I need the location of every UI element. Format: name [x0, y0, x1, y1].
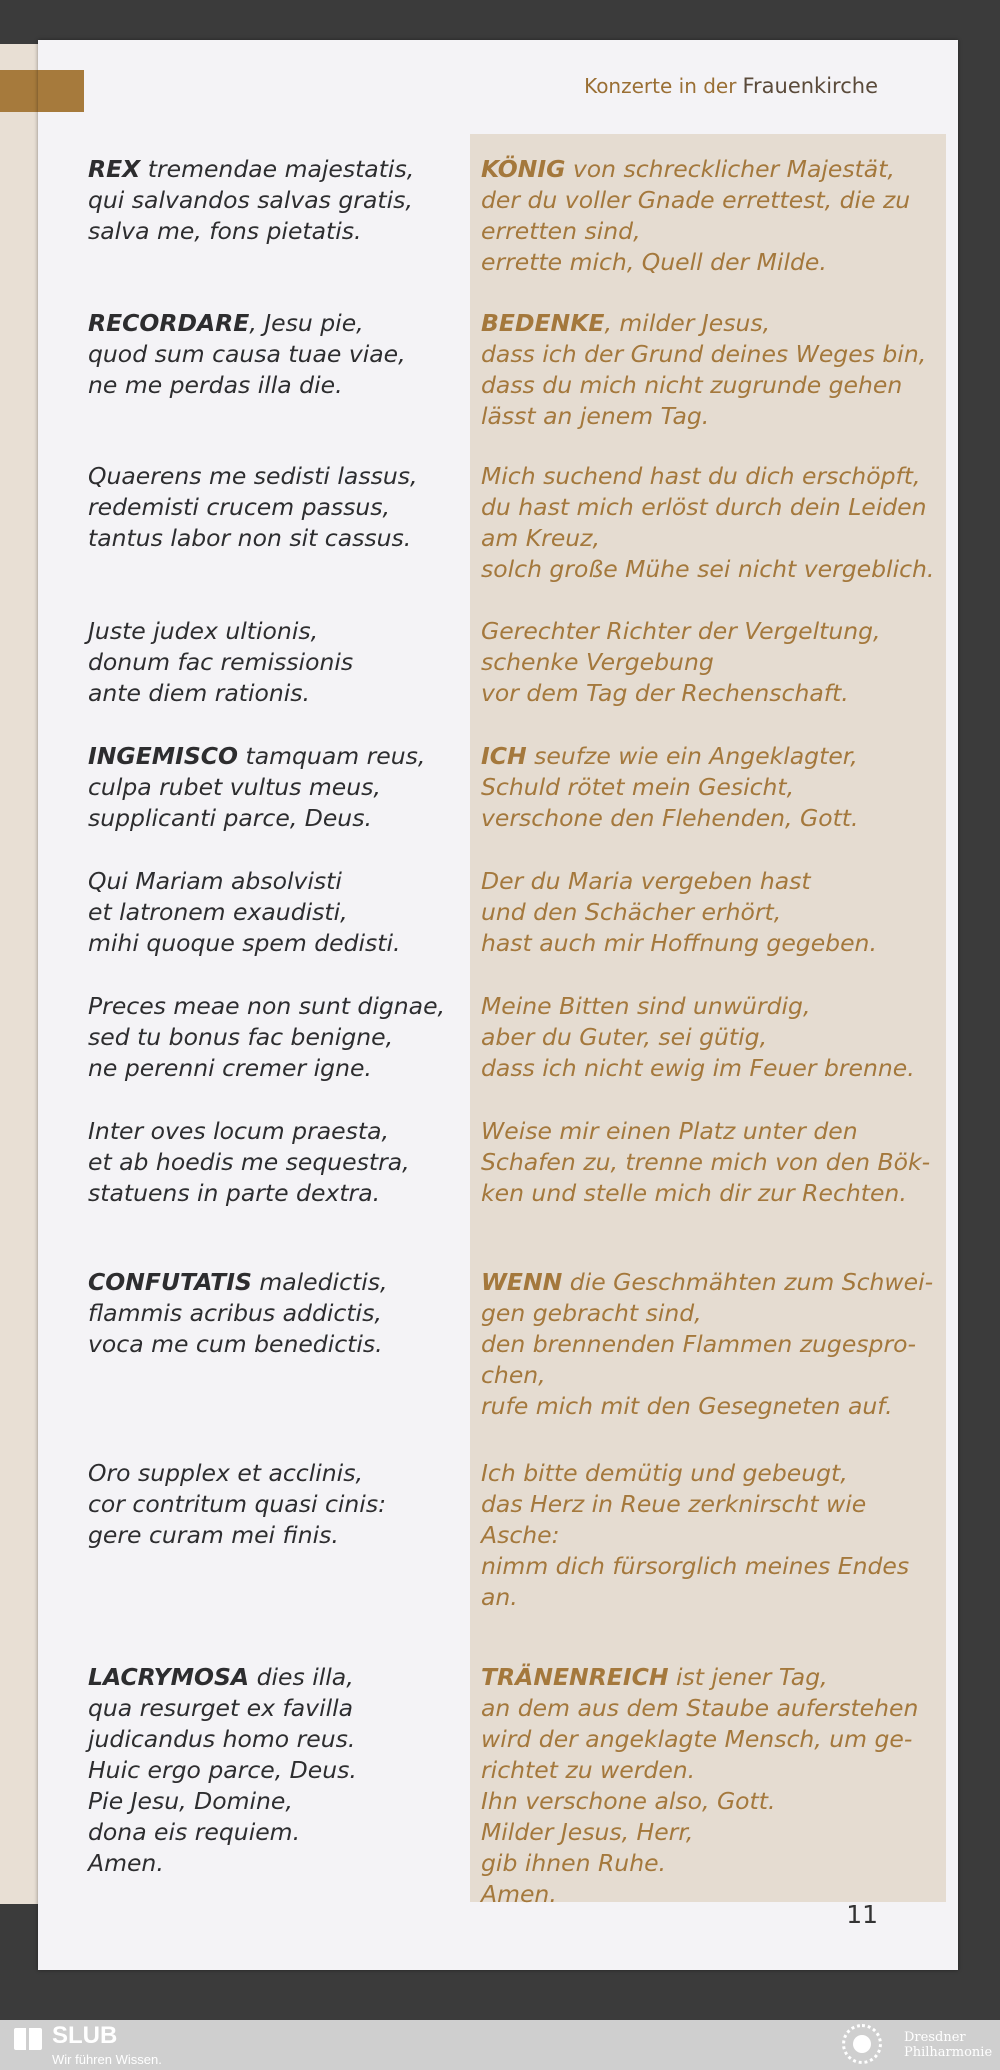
- verse-line: cor contritum quasi cinis:: [88, 1490, 386, 1518]
- verse-line: [481, 461, 943, 492]
- verse-line: [481, 1267, 943, 1298]
- german-stanza: [481, 154, 943, 278]
- verse-text: maledictis,: [251, 1268, 388, 1296]
- german-stanza: [481, 308, 943, 432]
- german-stanza: [481, 616, 943, 709]
- verse-line: [88, 1458, 458, 1489]
- verse-line: sed tu bonus fac benigne,: [88, 1023, 394, 1051]
- verse-line: schenke Vergebung: [481, 648, 714, 676]
- latin-stanza: [88, 461, 458, 554]
- verse-line: an.: [481, 1583, 518, 1611]
- verse-keyword: WENN: [481, 1268, 563, 1296]
- verse-line: [88, 616, 458, 647]
- verse-line: [481, 1116, 943, 1147]
- verse-line: gere curam mei finis.: [88, 1521, 339, 1549]
- verse-text: , milder Jesus,: [604, 309, 771, 337]
- verse-line: [481, 991, 943, 1022]
- verse-keyword: REX: [88, 155, 141, 183]
- verse-keyword: BEDENKE: [481, 309, 605, 337]
- latin-stanza: [88, 741, 458, 834]
- slub-tagline: Wir führen Wissen.: [52, 2052, 162, 2067]
- verse-line: Schafen zu, trenne mich von den Bök-: [481, 1148, 931, 1176]
- verse-text: Qui Mariam absolvisti: [88, 867, 342, 895]
- verse-line: statuens in parte dextra.: [88, 1179, 381, 1207]
- philharmonie-line-2: Philharmonie: [904, 2045, 993, 2060]
- german-stanza: [481, 741, 943, 834]
- verse-line: flammis acribus addictis,: [88, 1299, 382, 1327]
- verse-line: [481, 616, 943, 647]
- verse-line: chen,: [481, 1361, 546, 1389]
- verse-line: richtet zu werden.: [481, 1756, 696, 1784]
- german-stanza: [481, 1458, 943, 1613]
- previous-page-edge: [0, 44, 42, 1904]
- latin-stanza: [88, 154, 458, 247]
- verse-keyword: INGEMISCO: [88, 742, 239, 770]
- verse-line: dass ich der Grund deines Weges bin,: [481, 340, 927, 368]
- verse-line: ante diem rationis.: [88, 679, 311, 707]
- verse-line: et ab hoedis me sequestra,: [88, 1148, 410, 1176]
- verse-text: die Geschmähten zum Schwei-: [562, 1268, 934, 1296]
- page-header: [584, 74, 878, 98]
- verse-line: [481, 154, 943, 185]
- verse-line: erretten sind,: [481, 217, 641, 245]
- verse-text: Mich suchend hast du dich erschöpft,: [481, 462, 921, 490]
- latin-stanza: [88, 616, 458, 709]
- verse-line: [481, 1458, 943, 1489]
- slub-book-icon: [14, 2028, 42, 2050]
- verse-text: tremendae majestatis,: [140, 155, 415, 183]
- verse-line: dass du mich nicht zugrunde gehen: [481, 371, 903, 399]
- verse-text: Ich bitte demütig und gebeugt,: [481, 1459, 848, 1487]
- latin-stanza: [88, 1116, 458, 1209]
- german-stanza: [481, 991, 943, 1084]
- verse-line: errette mich, Quell der Milde.: [481, 248, 827, 276]
- verse-line: nimm dich fürsorglich meines Endes: [481, 1552, 910, 1580]
- verse-line: [481, 1662, 943, 1693]
- verse-text: Preces meae non sunt dignae,: [88, 992, 445, 1020]
- verse-line: du hast mich erlöst durch dein Leiden: [481, 493, 927, 521]
- verse-line: [88, 1267, 458, 1298]
- verse-line: Schuld rötet mein Gesicht,: [481, 773, 795, 801]
- viewer-footer: [0, 2020, 1000, 2070]
- verse-text: Oro supplex et acclinis,: [88, 1459, 363, 1487]
- verse-line: [88, 1116, 458, 1147]
- verse-line: und den Schächer erhört,: [481, 898, 782, 926]
- verse-line: Pie Jesu, Domine,: [88, 1787, 293, 1815]
- verse-line: [88, 866, 458, 897]
- verse-line: culpa rubet vultus meus,: [88, 773, 381, 801]
- verse-line: supplicanti parce, Deus.: [88, 804, 372, 832]
- verse-text: Inter oves locum praesta,: [88, 1117, 389, 1145]
- german-stanza: [481, 866, 943, 959]
- verse-line: [88, 308, 458, 339]
- verse-keyword: TRÄNENREICH: [481, 1663, 669, 1691]
- latin-stanza: [88, 1662, 458, 1879]
- verse-text: dies illa,: [249, 1663, 354, 1691]
- verse-line: an dem aus dem Staube auferstehen: [481, 1694, 919, 1722]
- verse-line: [88, 1662, 458, 1693]
- verse-text: ist jener Tag,: [668, 1663, 828, 1691]
- verse-line: qua resurget ex favilla: [88, 1694, 354, 1722]
- verse-line: solch große Mühe sei nicht vergeblich.: [481, 555, 935, 583]
- verse-keyword: LACRYMOSA: [88, 1663, 250, 1691]
- german-stanza: [481, 1267, 943, 1422]
- verse-text: Gerechter Richter der Vergeltung,: [481, 617, 881, 645]
- verse-line: [88, 461, 458, 492]
- verse-line: [88, 991, 458, 1022]
- verse-line: Asche:: [481, 1521, 560, 1549]
- verse-line: [88, 741, 458, 772]
- verse-line: Amen.: [481, 1880, 557, 1908]
- header-prefix: Konzerte in der: [584, 74, 737, 98]
- verse-line: [481, 741, 943, 772]
- verse-line: donum fac remissionis: [88, 648, 354, 676]
- verse-keyword: KÖNIG: [481, 155, 566, 183]
- previous-page-tab: [0, 70, 42, 112]
- verse-text: Juste judex ultionis,: [88, 617, 319, 645]
- german-stanza: [481, 1662, 943, 1910]
- verse-line: Amen.: [88, 1849, 164, 1877]
- verse-text: Meine Bitten sind unwürdig,: [481, 992, 811, 1020]
- verse-line: [481, 866, 943, 897]
- verse-line: redemisti crucem passus,: [88, 493, 391, 521]
- verse-text: Weise mir einen Platz unter den: [481, 1117, 858, 1145]
- verse-text: Quaerens me sedisti lassus,: [88, 462, 418, 490]
- verse-line: am Kreuz,: [481, 524, 600, 552]
- verse-line: den brennenden Flammen zugespro-: [481, 1330, 916, 1358]
- verse-line: [88, 154, 458, 185]
- verse-keyword: RECORDARE: [88, 309, 250, 337]
- verse-line: salva me, fons pietatis.: [88, 217, 362, 245]
- latin-stanza: [88, 1458, 458, 1551]
- german-stanza: [481, 461, 943, 585]
- verse-line: ken und stelle mich dir zur Rechten.: [481, 1179, 907, 1207]
- philharmonie-name: [904, 2030, 992, 2060]
- verse-line: Milder Jesus, Herr,: [481, 1818, 694, 1846]
- verse-line: [481, 308, 943, 339]
- verse-text: tamquam reus,: [238, 742, 426, 770]
- slub-logo-text: SLUB: [52, 2022, 118, 2049]
- verse-line: judicandus homo reus.: [88, 1725, 356, 1753]
- latin-stanza: [88, 991, 458, 1084]
- verse-line: dass ich nicht ewig im Feuer brenne.: [481, 1054, 915, 1082]
- page-number: 11: [846, 1900, 878, 1929]
- booklet-page: [38, 40, 958, 1970]
- verse-text: seufze wie ein Angeklagter,: [526, 742, 858, 770]
- verse-line: rufe mich mit den Gesegneten auf.: [481, 1392, 893, 1420]
- verse-line: das Herz in Reue zerknirscht wie: [481, 1490, 867, 1518]
- verse-line: der du voller Gnade errettest, die zu: [481, 186, 911, 214]
- latin-stanza: [88, 866, 458, 959]
- verse-line: Huic ergo parce, Deus.: [88, 1756, 357, 1784]
- verse-line: tantus labor non sit cassus.: [88, 524, 412, 552]
- verse-line: vor dem Tag der Rechenschaft.: [481, 679, 849, 707]
- verse-line: verschone den Flehenden, Gott.: [481, 804, 859, 832]
- verse-line: ne perenni cremer igne.: [88, 1054, 372, 1082]
- verse-line: gen gebracht sind,: [481, 1299, 702, 1327]
- verse-line: quod sum causa tuae viae,: [88, 340, 406, 368]
- latin-stanza: [88, 1267, 458, 1360]
- german-stanza: [481, 1116, 943, 1209]
- philharmonie-line-1: Dresdner: [904, 2030, 966, 2045]
- verse-line: ne me perdas illa die.: [88, 371, 343, 399]
- philharmonie-logo-icon: [842, 2024, 882, 2064]
- verse-line: Ihn verschone also, Gott.: [481, 1787, 776, 1815]
- verse-line: wird der angeklagte Mensch, um ge-: [481, 1725, 913, 1753]
- verse-line: qui salvandos salvas gratis,: [88, 186, 413, 214]
- verse-line: gib ihnen Ruhe.: [481, 1849, 667, 1877]
- header-brand: Frauenkirche: [742, 74, 878, 98]
- verse-keyword: ICH: [481, 742, 527, 770]
- verse-line: hast auch mir Hoffnung gegeben.: [481, 929, 877, 957]
- verse-line: aber du Guter, sei gütig,: [481, 1023, 768, 1051]
- verse-line: lässt an jenem Tag.: [481, 402, 710, 430]
- verse-text: von schrecklicher Majestät,: [565, 155, 895, 183]
- verse-keyword: CONFUTATIS: [88, 1268, 252, 1296]
- verse-line: dona eis requiem.: [88, 1818, 301, 1846]
- verse-line: mihi quoque spem dedisti.: [88, 929, 401, 957]
- verse-text: Der du Maria vergeben hast: [481, 867, 811, 895]
- verse-text: , Jesu pie,: [249, 309, 364, 337]
- verse-line: voca me cum benedictis.: [88, 1330, 383, 1358]
- verse-line: et latronem exaudisti,: [88, 898, 348, 926]
- latin-stanza: [88, 308, 458, 401]
- page-color-tab: [38, 70, 84, 112]
